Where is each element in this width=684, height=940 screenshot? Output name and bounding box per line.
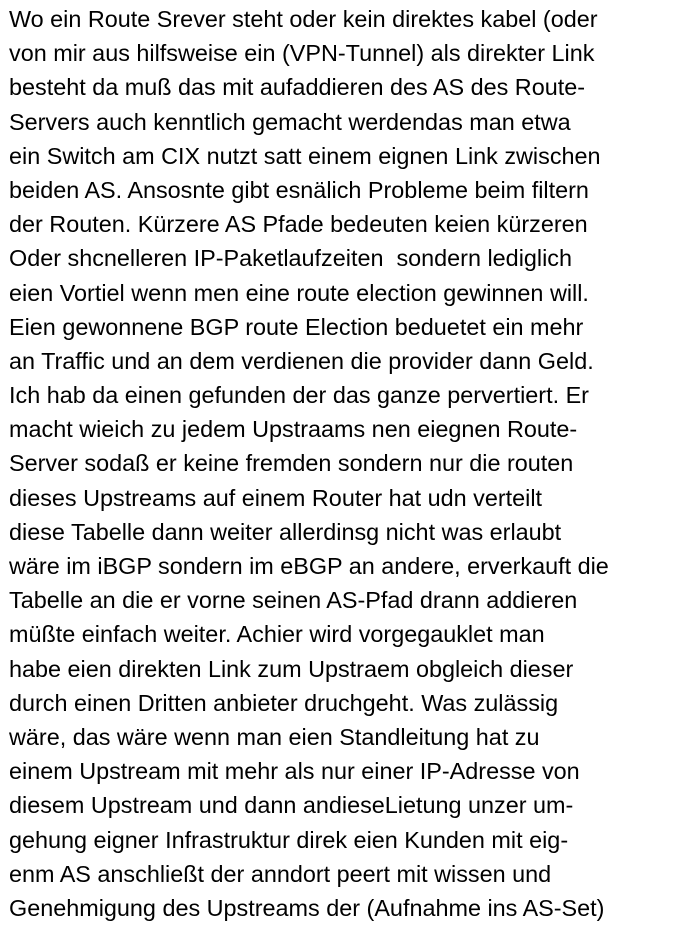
- text-line: habe eien direkten Link zum Upstraem obgleich dieser: [9, 655, 574, 682]
- text-line: von mir aus hilfsweise ein (VPN-Tunnel) als direkter Link: [9, 40, 595, 67]
- text-line: gehung eigner Infrastruktur direk eien Kunden mit eig-: [9, 826, 569, 853]
- text-line: Genehmigung des Upstreams der (Aufnahme ins AS-Set): [9, 894, 605, 921]
- text-line: macht wieich zu jedem Upstraams nen eiegnen Route-: [9, 416, 578, 443]
- text-line: Tabelle an die er vorne seinen AS-Pfad drann addieren: [9, 587, 578, 614]
- text-line: einem Upstream mit mehr als nur einer IP-Adresse von: [9, 758, 580, 785]
- text-line: ein Switch am CIX nutzt satt einem eignen Link zwischen: [9, 142, 601, 169]
- text-line: Eien gewonnene BGP route Election beduetet ein mehr: [9, 313, 584, 340]
- text-line: an Traffic und an dem verdienen die provider dann Geld.: [9, 347, 594, 374]
- text-line: der Routen. Kürzere AS Pfade bedeuten keien kürzeren: [9, 211, 588, 238]
- text-line: diese Tabelle dann weiter allerdinsg nicht was erlaubt: [9, 518, 562, 545]
- text-line: enm AS anschließt der anndort peert mit wissen und: [9, 860, 552, 887]
- text-line: Ich hab da einen gefunden der das ganze pervertiert. Er: [9, 382, 589, 409]
- text-line: wäre im iBGP sondern im eBGP an andere, erverkauft die: [9, 553, 609, 579]
- text-line: Servers auch kenntlich gemacht werdendas man etwa: [9, 108, 571, 135]
- text-line: beiden AS. Ansosnte gibt esnälich Probleme beim filtern: [9, 176, 589, 203]
- text-line: Oder shcnelleren IP-Paketlaufzeiten sondern lediglich: [9, 245, 572, 272]
- text-line: Wo ein Route Srever steht oder kein direktes kabel (oder: [9, 6, 598, 32]
- text-line: durch einen Dritten anbieter druchgeht. Was zulässig: [9, 689, 559, 716]
- text-line: Server sodaß er keine fremden sondern nur die routen: [9, 450, 574, 477]
- text-line: dieses Upstreams auf einem Router hat udn verteilt: [9, 484, 543, 511]
- text-line: diesem Upstream und dann andieseLietung unzer um-: [9, 792, 574, 819]
- text-line: eien Vortiel wenn men eine route election gewinnen will.: [9, 279, 589, 306]
- text-line: wäre, das wäre wenn man eien Standleitung hat zu: [9, 723, 540, 750]
- text-line: müßte einfach weiter. Achier wird vorgegauklet man: [9, 621, 545, 648]
- text-line: besteht da muß das mit aufaddieren des AS des Route-: [9, 74, 586, 101]
- body-text: [9, 2, 681, 925]
